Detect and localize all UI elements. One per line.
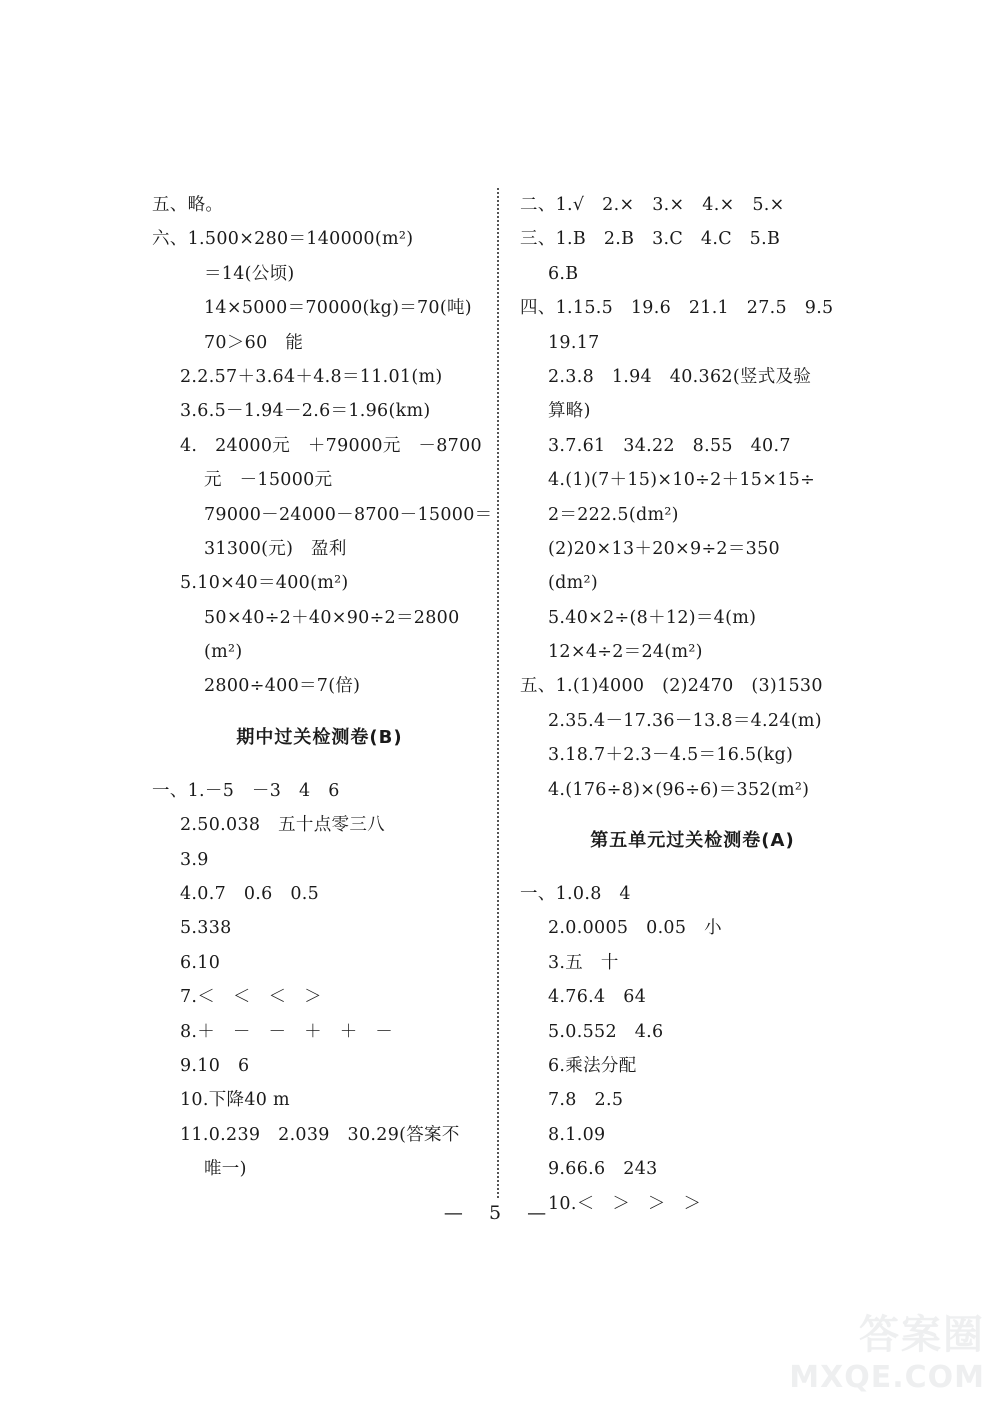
answer-line: (m²)	[204, 642, 243, 663]
answer-line: 2.2.57＋3.64＋4.8＝11.01(m)	[180, 366, 443, 387]
answer-line: 70＞60 能	[204, 332, 304, 353]
right-answers-part1	[520, 188, 865, 807]
answer-line: 10.＜ ＞ ＞ ＞	[548, 1193, 702, 1214]
answer-line: 5.338	[180, 918, 232, 939]
answer-line: 3.6.5－1.94－2.6＝1.96(km)	[180, 401, 431, 422]
answer-line: 一、1.0.8 4	[520, 884, 631, 905]
answer-line: 9.66.6 243	[548, 1159, 658, 1180]
answer-line: 4.0.7 0.6 0.5	[180, 884, 320, 905]
answer-line: 3.五 十	[548, 952, 619, 973]
answer-line: 2.50.038 五十点零三八	[180, 815, 385, 836]
answer-line: 4.(1)(7＋15)×10÷2＋15×15÷	[548, 470, 816, 491]
answer-line: 2.0.0005 0.05 小	[548, 918, 722, 939]
answer-line: 50×40÷2＋40×90÷2＝2800	[204, 607, 460, 628]
answer-line: 2800÷400＝7(倍)	[204, 676, 361, 697]
page-number: — 5 —	[443, 1202, 557, 1224]
answer-line: 算略)	[548, 401, 591, 422]
left-column	[152, 188, 493, 1187]
answer-line: 79000－24000－8700－15000＝	[204, 504, 493, 525]
answer-line: 5.10×40＝400(m²)	[180, 573, 349, 594]
answer-line: 8.＋ － － ＋ ＋ －	[180, 1021, 394, 1042]
answer-line: 2.35.4－17.36－13.8＝4.24(m)	[548, 710, 822, 731]
answer-line: 2＝222.5(dm²)	[548, 504, 679, 525]
answer-line: 19.17	[548, 332, 600, 353]
left-answers-part2	[152, 774, 487, 1187]
answer-line: 6.B	[548, 263, 579, 284]
answer-line: 14×5000＝70000(kg)＝70(吨)	[204, 298, 472, 319]
answer-line: 3.7.61 34.22 8.55 40.7	[548, 435, 791, 456]
answer-line: ＝14(公顷)	[204, 263, 295, 284]
answer-line: 三、1.B 2.B 3.C 4.C 5.B	[520, 229, 781, 250]
right-answers-part2	[520, 877, 865, 1221]
watermark-title: 答案圈	[859, 1312, 985, 1358]
answer-line: 2.3.8 1.94 40.362(竖式及验	[548, 366, 812, 387]
answer-line: 6.乘法分配	[548, 1055, 637, 1076]
answer-line: 4. 24000元 ＋79000元 －8700	[180, 435, 482, 456]
column-divider	[497, 188, 499, 1198]
answer-line: 9.10 6	[180, 1055, 250, 1076]
answer-line: 四、1.15.5 19.6 21.1 27.5 9.5	[520, 298, 834, 319]
answer-line: 二、1.√ 2.× 3.× 4.× 5.×	[520, 195, 785, 215]
answer-line: 7.＜ ＜ ＜ ＞	[180, 987, 322, 1008]
section-heading-unit5-a: 第五单元过关检测卷(A)	[590, 830, 795, 852]
answer-line: 3.9	[180, 849, 209, 870]
right-column	[520, 188, 865, 1221]
section-heading-midterm-b: 期中过关检测卷(B)	[236, 726, 403, 748]
left-answers-part1	[152, 188, 493, 704]
answer-line: (2)20×13＋20×9÷2＝350	[548, 538, 780, 559]
answer-line: 3.18.7＋2.3－4.5＝16.5(kg)	[548, 745, 794, 766]
answer-line: 5.40×2÷(8＋12)＝4(m)	[548, 607, 757, 628]
answer-line: 4.(176÷8)×(96÷6)＝352(m²)	[548, 779, 810, 800]
watermark-logo	[780, 1310, 985, 1405]
answer-line: 5.0.552 4.6	[548, 1021, 664, 1042]
answer-line: (dm²)	[548, 573, 598, 594]
answer-line: 31300(元) 盈利	[204, 538, 347, 559]
answer-line: 6.10	[180, 952, 221, 973]
answer-line: 4.76.4 64	[548, 987, 647, 1008]
answer-line: 一、1.－5 －3 4 6	[152, 780, 340, 801]
answer-line: 六、1.500×280＝140000(m²)	[152, 229, 414, 250]
answer-line: 7.8 2.5	[548, 1090, 624, 1111]
answer-line: 唯一)	[204, 1159, 247, 1180]
answer-line: 五、1.(1)4000 (2)2470 (3)1530	[520, 676, 823, 697]
answer-line: 五、略。	[152, 195, 224, 215]
answer-line: 元 －15000元	[204, 470, 333, 491]
answer-line: 8.1.09	[548, 1124, 606, 1145]
answer-line: 11.0.239 2.039 30.29(答案不	[180, 1124, 460, 1145]
answer-line: 10.下降40 m	[180, 1090, 290, 1111]
watermark-url: MXQE.COM	[789, 1360, 985, 1395]
answer-line: 12×4÷2＝24(m²)	[548, 642, 703, 663]
